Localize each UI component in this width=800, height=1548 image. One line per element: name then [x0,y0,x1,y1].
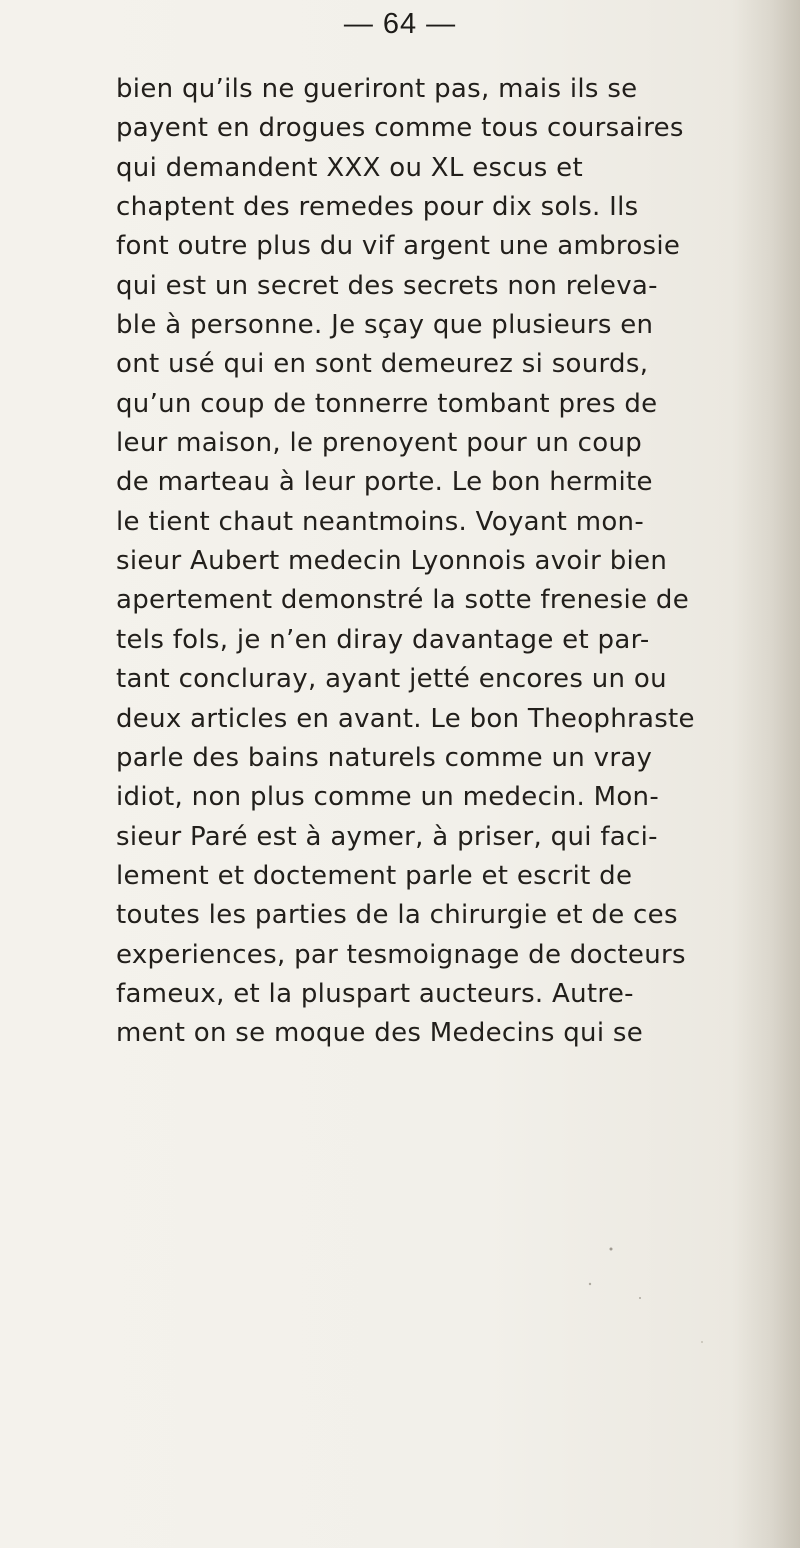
text-line: fameux, et la pluspart aucteurs. Autre- [116,978,634,1009]
text-line: payent en drogues comme tous coursaires [116,113,684,144]
text-line: experiences, par tesmoignage de docteurs [116,939,686,970]
text-line: ment on se moque des Medecins qui se [116,1018,644,1049]
text-line: parle des bains naturels comme un vray [116,742,653,773]
text-line: qu’un coup de tonnerre tombant pres de [116,388,658,419]
text-line: ont usé qui en sont demeurez si sourds, [116,349,649,380]
text-line: ble à personne. Je sçay que plusieurs en [116,310,654,341]
text-line: font outre plus du vif argent une ambrosie [116,231,681,262]
text-line: de marteau à leur porte. Le bon hermite [116,467,653,498]
text-line: lement et doctement parle et escrit de [116,860,633,891]
page-number: — 64 — [343,8,457,40]
text-line: le tient chaut neantmoins. Voyant mon- [116,506,644,537]
text-line: sieur Aubert medecin Lyonnois avoir bien [116,546,668,577]
text-line: qui est un secret des secrets non releva- [116,270,658,301]
text-line: deux articles en avant. Le bon Theophraste [116,703,695,734]
text-line: chaptent des remedes pour dix sols. Ils [116,192,639,223]
text-line: apertement demonstré la sotte frenesie de [116,585,690,616]
text-line: leur maison, le prenoyent pour un coup [116,428,643,459]
text-line: tels fols, je n’en diray davantage et par- [116,624,650,655]
text-line: qui demandent XXX ou XL escus et [116,152,583,183]
text-line: toutes les parties de la chirurgie et de ces [116,900,678,931]
text-line: bien qu’ils ne gueriront pas, mais ils se [116,74,638,104]
text-line: idiot, non plus comme un medecin. Mon- [116,782,660,813]
text-line: sieur Paré est à aymer, à priser, qui faci- [116,821,658,852]
text-line: tant concluray, ayant jetté encores un ou [116,664,667,695]
